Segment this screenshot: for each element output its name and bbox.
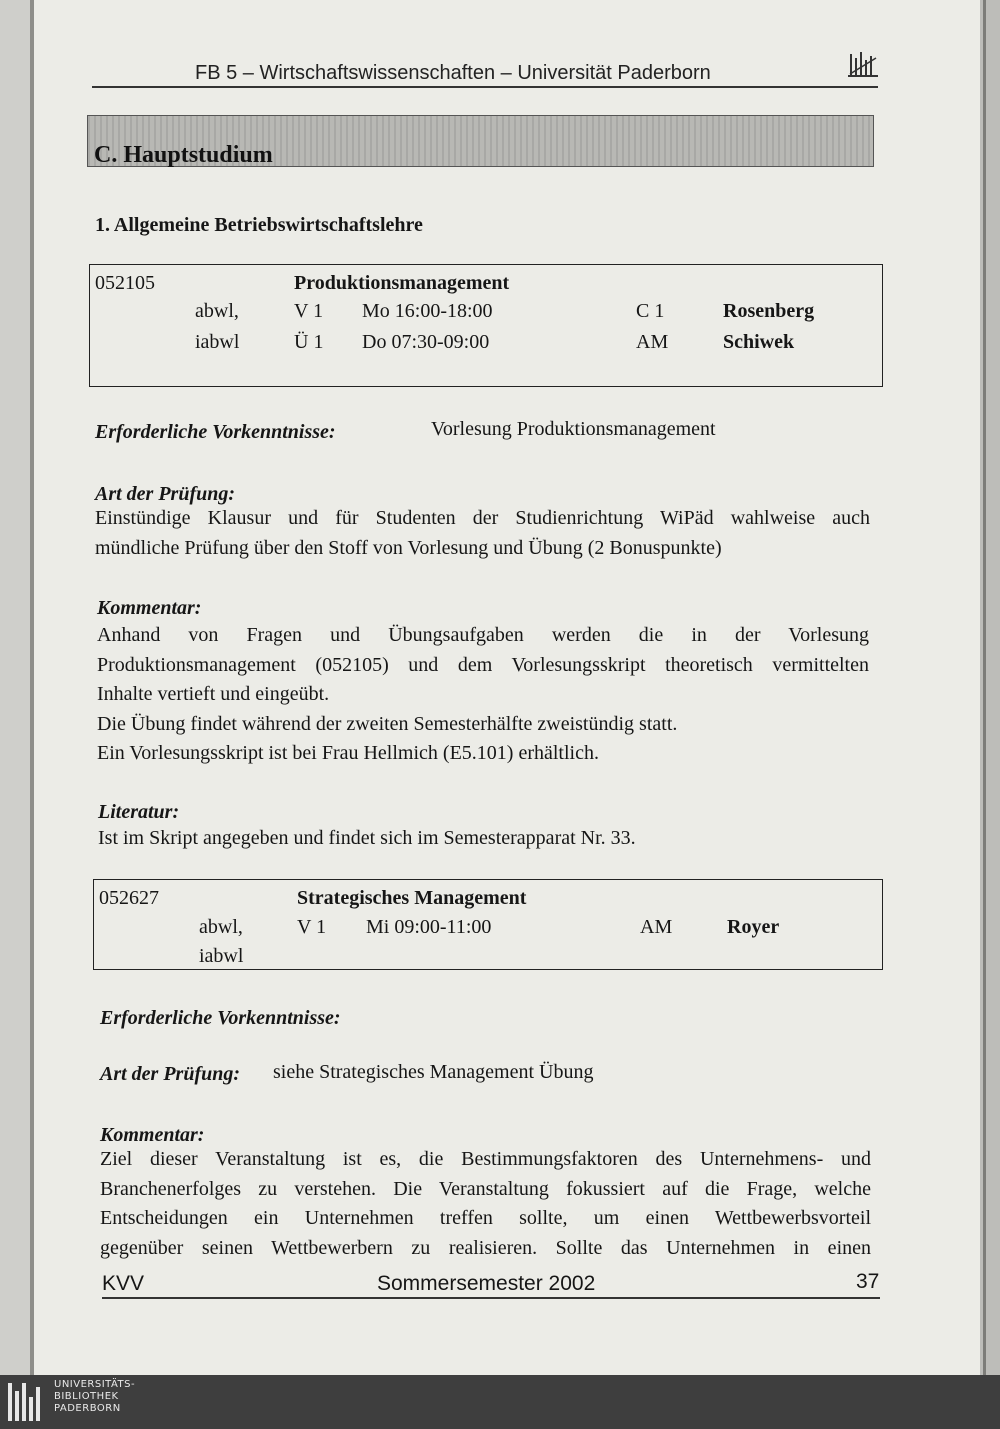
course-lecturer: Schiwek	[723, 331, 795, 353]
library-name-line: UNIVERSITÄTS-	[54, 1379, 136, 1390]
page-number: 37	[856, 1270, 880, 1293]
comment-line: Entscheidungen ein Unternehmen treffen sollte, um einen Wettbewerbsvorteil	[100, 1207, 871, 1229]
section-banner	[87, 115, 874, 167]
course-program: abwl,	[199, 916, 243, 938]
exam-value: siehe Strategisches Management Übung	[273, 1061, 594, 1083]
library-banner	[0, 1375, 1000, 1429]
comment-text	[97, 621, 869, 769]
course-lecturer: Rosenberg	[723, 300, 815, 322]
course-time: Mo 16:00-18:00	[362, 300, 493, 322]
comment-line: Branchenerfolges zu verstehen. Die Veranstaltung fokussiert auf die Frage, welche	[100, 1177, 871, 1200]
comment-line: Anhand von Fragen und Übungsaufgaben werden die in der Vorlesung	[97, 624, 869, 646]
comment-label: Kommentar:	[100, 1124, 205, 1146]
course-program: iabwl	[195, 331, 240, 353]
exam-line: Einstündige Klausur und für Studenten der Studienrichtung WiPäd wahlweise auch	[95, 507, 870, 529]
course-type: V 1	[294, 300, 324, 322]
library-name-line: BIBLIOTHEK	[54, 1391, 119, 1402]
footer-left-label: KVV	[102, 1272, 145, 1295]
exam-line: mündliche Prüfung über den Stoff von Vorlesung und Übung (2 Bonuspunkte)	[95, 536, 722, 559]
comment-line: Ein Vorlesungsskript ist bei Frau Hellmich (E5.101) erhältlich.	[97, 742, 599, 764]
course-type: V 1	[297, 916, 327, 938]
comment-line: Inhalte vertieft und eingeübt.	[97, 683, 330, 705]
course-number: 052105	[95, 272, 155, 294]
course-program: abwl,	[195, 300, 239, 322]
prereq-value: Vorlesung Produktionsmanagement	[431, 418, 716, 440]
page-header-title: FB 5 – Wirtschaftswissenschaften – Universität Paderborn	[195, 62, 711, 84]
university-logo-icon	[848, 48, 878, 78]
course-type: Ü 1	[294, 331, 324, 353]
library-logo-icon	[8, 1383, 48, 1421]
page-right-edge	[980, 0, 1000, 1375]
prereq-label: Erforderliche Vorkenntnisse:	[100, 1007, 341, 1029]
comment-line: gegenüber seinen Wettbewerbern zu realisieren. Sollte das Unternehmen in einen	[100, 1236, 871, 1259]
header-rule	[92, 86, 878, 88]
course-title: Strategisches Management	[297, 887, 527, 909]
prereq-label: Erforderliche Vorkenntnisse:	[95, 421, 336, 443]
comment-line: Die Übung findet während der zweiten Semesterhälfte zweistündig statt.	[97, 712, 678, 735]
course-room: AM	[636, 331, 669, 353]
course-title: Produktionsmanagement	[294, 272, 510, 294]
literature-label: Literatur:	[98, 801, 180, 823]
subsection-heading: 1. Allgemeine Betriebswirtschaftslehre	[95, 214, 423, 236]
exam-label: Art der Prüfung:	[100, 1063, 241, 1085]
course-time: Do 07:30-09:00	[362, 331, 490, 353]
course-room: C 1	[636, 300, 665, 322]
library-name-line: PADERBORN	[54, 1403, 121, 1414]
course-number: 052627	[99, 887, 159, 909]
footer-rule	[102, 1297, 880, 1299]
comment-line: Ziel dieser Veranstaltung ist es, die Bestimmungsfaktoren des Unternehmens- und	[100, 1148, 871, 1170]
comment-text	[100, 1145, 871, 1263]
footer-semester: Sommersemester 2002	[377, 1272, 596, 1295]
library-name	[54, 1379, 135, 1415]
book-spine-shadow	[0, 0, 34, 1375]
section-title: C. Hauptstudium	[94, 142, 273, 168]
literature-text: Ist im Skript angegeben und findet sich im Semesterapparat Nr. 33.	[98, 827, 636, 849]
comment-label: Kommentar:	[97, 597, 202, 619]
course-room: AM	[640, 916, 673, 938]
exam-text	[95, 504, 870, 563]
course-time: Mi 09:00-11:00	[366, 916, 492, 938]
course-program-continued: iabwl	[199, 945, 244, 967]
course-lecturer: Royer	[727, 916, 780, 938]
exam-label: Art der Prüfung:	[95, 483, 236, 505]
comment-line: Produktionsmanagement (052105) und dem Vorlesungsskript theoretisch vermittelten	[97, 653, 869, 676]
